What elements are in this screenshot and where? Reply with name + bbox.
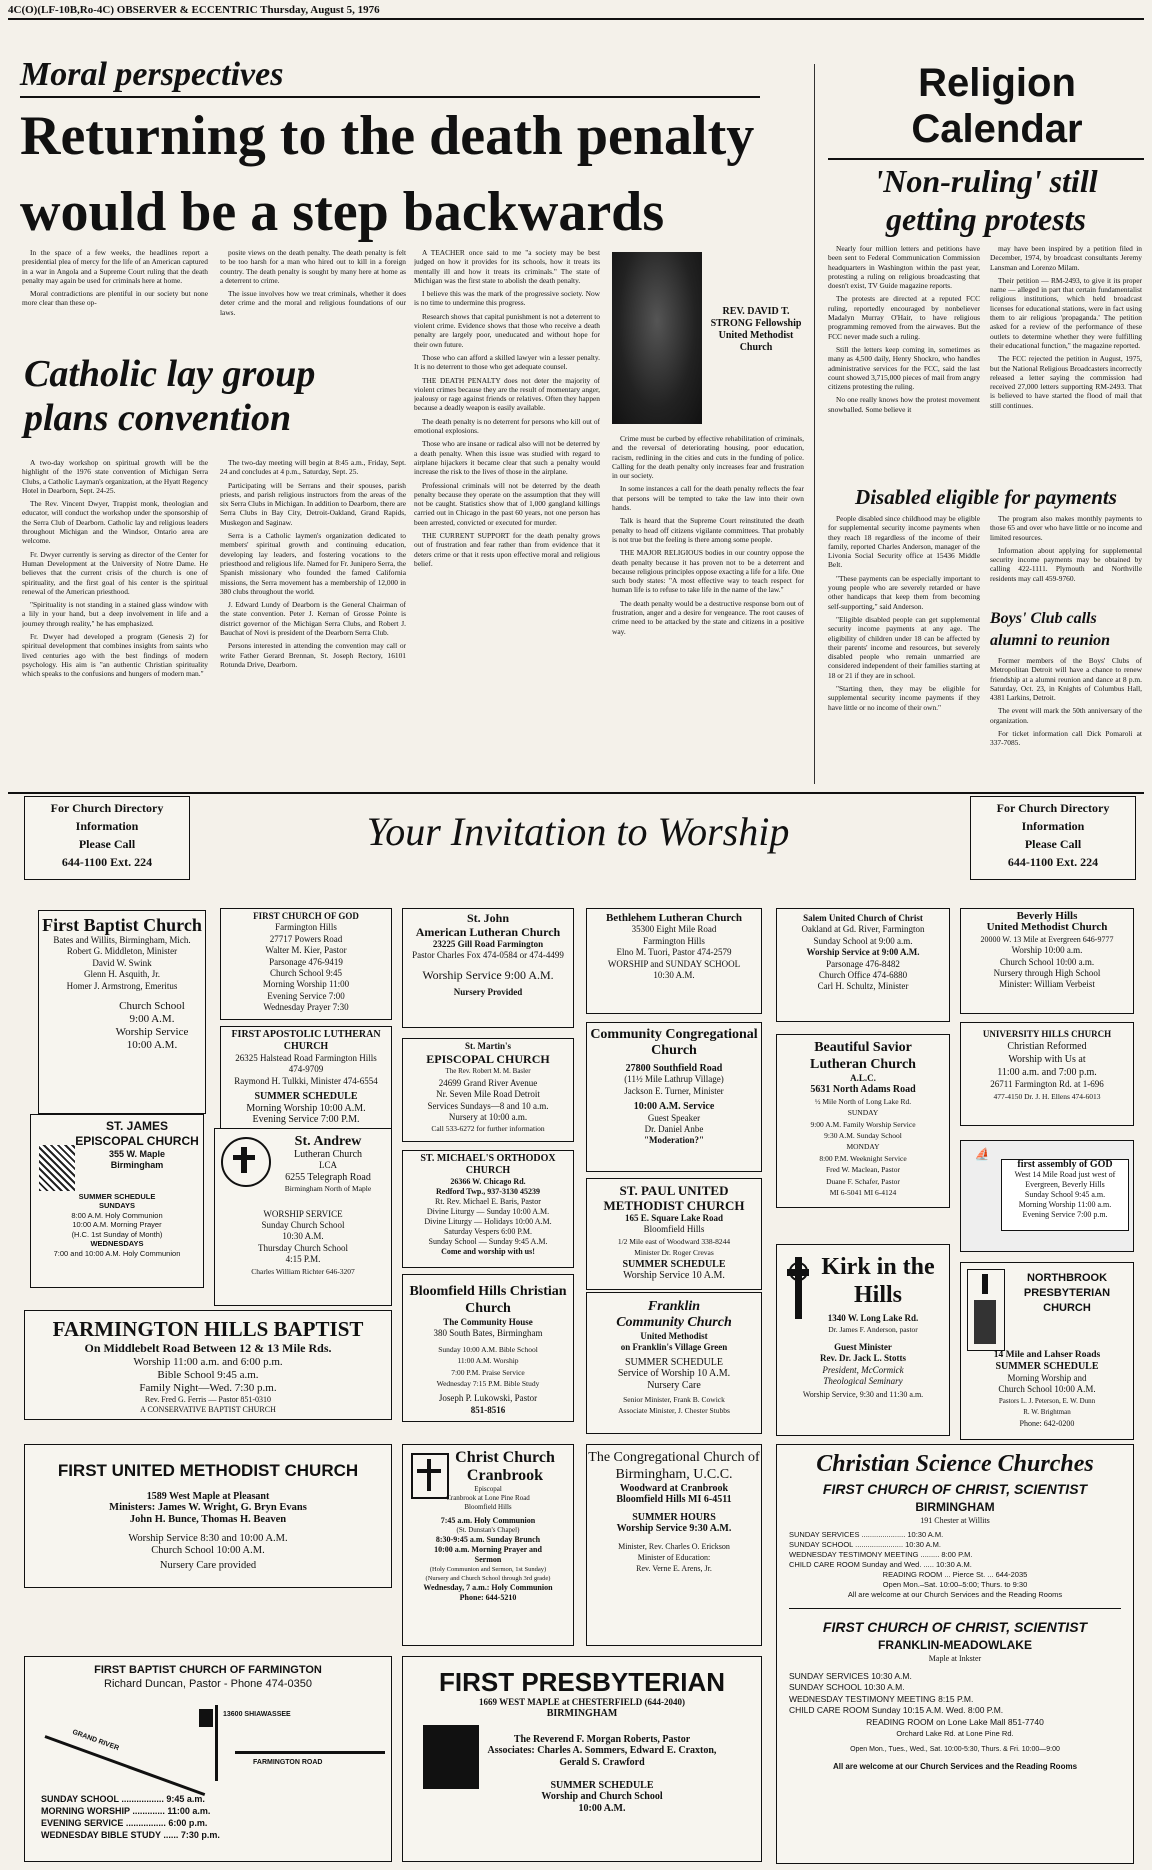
- church-seal-icon: [221, 1137, 271, 1187]
- worship-banner: Your Invitation to Worship: [366, 809, 790, 854]
- ad-beautiful-savior: Beautiful Savior Lutheran Church A.L.C. 5631 North Adams Road ½ Mile North of Long Lake Rd. SUNDAY 9:00 A.M. Family Worship Service 9:30 A.M. Sunday School MONDAY 8:00 P.M. Weeknight Service Fred W. Maclean, Pastor Duane F. Schafer, Pastor MI 6-5041 MI 6-4124: [776, 1034, 950, 1208]
- ad-first-presbyterian: FIRST PRESBYTERIAN 1669 WEST MAPLE at CHESTERFIELD (644-2040) BIRMINGHAM The Reverend F. Morgan Roberts, Pastor Associates: Charles A. Sommers, Edward E. Craxton, Gerald S. Crawford SUMMER SCHEDULE Worship and Church School 10:00 A.M.: [402, 1656, 762, 1862]
- section-divider: [8, 792, 1144, 794]
- ad-st-james-episcopal: ST. JAMES EPISCOPAL CHURCH 355 W. Maple Birmingham SUMMER SCHEDULE SUNDAYS 8:00 A.M. Holy Communion 10:00 A.M. Morning Prayer (H.C. 1st Sunday of Month) WEDNESDAYS 7:00 and 10:00 A.M. Holy Communion: [30, 1114, 204, 1288]
- ad-st-paul-umc: ST. PAUL UNITED METHODIST CHURCH 165 E. Square Lake Road Bloomfield Hills 1/2 Mile east of Woodward 338-8244 Minister Dr. Roger Crevas SUMMER SCHEDULE Worship Service 10 A.M.: [586, 1178, 762, 1290]
- column-rule: [814, 64, 815, 784]
- ad-first-baptist-farmington: FIRST BAPTIST CHURCH OF FARMINGTON Richard Duncan, Pastor - Phone 474-0350 13600 SHIAWASSEE GRAND RIVER FARMINGTON ROAD SUNDAY SCHOOL ................. 9:45 a.m. MORNING WORSHIP ............. 11:00 a.m. EVENING SERVICE ................ 6:00 p.m. WEDNESDAY BIBLE STUDY ...... 7:30 p.m.: [24, 1656, 392, 1862]
- ad-first-united-methodist: FIRST UNITED METHODIST CHURCH 1589 West Maple at Pleasant Ministers: James W. Wright, G. Bryn Evans John H. Bunce, Thomas H. Beaven Worship Service 8:30 and 10:00 A.M. Church School 10:00 A.M. Nursery Care provided: [24, 1444, 392, 1588]
- farmington-road-line: [235, 1751, 385, 1754]
- ad-salem-ucc: Salem United Church of Christ Oakland at Gd. River, Farmington Sunday School at 9:00 a.m. Worship Service at 9:00 A.M. Parsonage 476-8482 Church Office 474-6880 Carl H. Schultz, Minister: [776, 908, 950, 1022]
- celtic-cross-icon: [787, 1257, 809, 1319]
- ad-christ-church-cranbrook: Christ Church Cranbrook Episcopal Cranbrook at Lone Pine Road Bloomfield Hills 7:45 a.m. Holy Communion (St. Dunstan's Chapel) 8:30-9:45 a.m. Sunday Brunch 10:00 a.m. Morning Prayer and Sermon (Holy Communion and Sermon, 1st Sunday) (Nursery and Church School through 3rd grade) Wednesday, 7 a.m.: Holy Communion Phone: 644-5210: [402, 1444, 574, 1646]
- cs-divider: [789, 1608, 1121, 1609]
- ad-first-baptist: First Baptist Church Bates and Willits, Birmingham, Mich. Robert G. Middleton, Minister David W. Swink Glenn H. Asquith, Jr. Homer J. Armstrong, Emeritus Church School 9:00 A.M. Worship Service 10:00 A.M.: [38, 910, 206, 1114]
- ad-northbrook-presbyterian: NORTHBROOK PRESBYTERIAN CHURCH 14 Mile and Lahser Roads SUMMER SCHEDULE Morning Worship and Church School 10:00 A.M. Pastors L. J. Peterson, E. W. Dunn R. W. Brightman Phone: 642-0200: [960, 1262, 1134, 1440]
- story2-col1: People disabled since childhood may be eligible for supplemental security income payments when they reach 18 regardless of the income of their family, reported Charles Anderson, manager of the Livonia Social Security office at 15436 Middle Belt. "These payments can be especially important to young people who are severely retarded or have other handicaps that keep them from becoming self-supporting," said Anderson. "Eligible disabled people can get supplemental security income payments at any age. The eligibility of children under 18 can be affected by their parents' income and resources, but severely disabled people who remain unmarried are considered independent of their families starting at 18 or 21 if they are in school. "Starting then, they may be eligible for supplemental security income payments if they have little or no income of their own.": [828, 514, 980, 712]
- church-location-icon: [199, 1709, 213, 1727]
- assembly-of-god-panel: first assembly of GOD West 14 Mile Road just west of Evergreen, Beverly Hills Sunday School 9:45 a.m. Morning Worship 11:00 a.m. Evening Service 7:00 p.m.: [1001, 1159, 1129, 1231]
- catholic-headline: Catholic lay group plans convention: [24, 353, 316, 439]
- directory-info-left: For Church Directory Information Please Call 644-1100 Ext. 224: [24, 796, 190, 880]
- ad-university-hills: UNIVERSITY HILLS CHURCH Christian Reformed Worship with Us at 11:00 a.m. and 7:00 p.m. 26711 Farmington Rd. at 1-696 477-4150 Dr. J. H. Ellens 474-6013: [960, 1022, 1134, 1126]
- st-james-church-drawing: [39, 1145, 75, 1191]
- ad-st-andrew: St. Andrew Lutheran Church LCA 6255 Telegraph Road Birmingham North of Maple WORSHIP SERVICE Sunday Church School 10:30 A.M. Thursday Church School 4:15 P.M. Charles William Richter 646-3207: [214, 1128, 392, 1306]
- article2-col2: The two-day meeting will begin at 8:45 a.m., Friday, Sept. 24 and concludes at 4 p.m., Saturday, Sept. 25. Participating will be Serrans and their spouses, parish priests, and parish religious instructors from the areas of the six Serra Clubs in Michigan. In addition to Dearborn, there are Serra Clubs in Bay City, Detroit-Oakland, Grand Rapids, Muskegon and Saginaw. Serra is a Catholic laymen's organization dedicated to members' spiritual growth and continuing education, developing lay leaders, and fostering vocations to the priesthood and religious life. Named for Fr. Junipero Serra, the Spanish missionary who founded the famed California missions, the Serra movement has a membership of 12,000 in 380 clubs throughout the world. J. Edward Lundy of Dearborn is the General Chairman of the state convention. Peter J. Kernan of Grosse Pointe is district governor of the Michigan Serra Clubs, and Robert J. Bauchat of Novi is president of the Dearborn Serra Club. Persons interested in attending the convention may call or write Father Gerard Brennan, St. Joseph Rectory, 16101 Rotunda Drive, Dearborn.: [220, 458, 406, 669]
- headline-line-2: would be a step backwards: [20, 181, 665, 243]
- ad-st-michaels-orthodox: ST. MICHAEL'S ORTHODOX CHURCH 26366 W. Chicago Rd. Redford Twp., 937-3130 45239 Rt. Rev. Michael E. Baris, Pastor Divine Liturgy — Sunday 10:00 A.M. Divine Liturgy — Holidays 10:00 A.M. Saturday Vespers 6:00 P.M. Sunday School — Sunday 9:45 A.M. Come and worship with us!: [402, 1150, 574, 1268]
- directory-info-right: For Church Directory Information Please Call 644-1100 Ext. 224: [970, 796, 1136, 880]
- ad-bloomfield-hills-christian: Bloomfield Hills Christian Church The Community House 380 South Bates, Birmingham Sunday 10:00 A.M. Bible School 11:00 A.M. Worship 7:00 P.M. Praise Service Wednesday 7:15 P.M. Bible Study Joseph P. Lukowski, Pastor 851-8516: [402, 1274, 574, 1422]
- article1-col4: Crime must be curbed by effective rehabilitation of criminals, and the reversal of deteriorating housing, poor education, racism, redlining in the cities and cuts in the funding of police. Calling for the death penalty only increases fear and frustration in our society. In some instances a call for the death penalty reflects the fear that persons will be tempted to take the law into their own hands. Talk is heard that the Supreme Court reinstituted the death penalty to head off citizens vigilante committees. That probably is not true but the feeling is there among some people. THE MAJOR RELIGIOUS bodies in our country oppose the death penalty because it has proven not to be a deterrent and because religious principles oppose exacting a life for a life. One such body states: "A most effective way to teach respect for human life is to refuse to take life in the name of the law." The death penalty would be a destructive response born out of frustration, anger and a desire for vengeance. The root causes of crime need to be attacked by the state and citizens in a positive way.: [612, 434, 804, 636]
- article1-col3: A TEACHER once said to me "a society may be best judged on how it provides for its schools, how it treats its mentally ill and how it treats its criminals." The state of Michigan was the first state to abolish the death penalty. I believe this was the mark of the progressive society. Now is no time to undermine this progress. Research shows that capital punishment is not a deterrent to violent crime. Evidence shows that those who receive a death penalty are largely poor, uneducated and without hope for their own future. Those who can afford a skilled lawyer win a lesser penalty. It is no deterrent to those who get adequate counsel. THE DEATH PENALTY does not deter the majority of violent crimes because they are the result of momentary anger, jealousy or rage against friends or relatives. Often they happen because a deadly weapon is easily available. The death penalty is no deterrent for persons who kill out of emotional explosions. Those who are insane or radical also will not be deterred by a death penalty. When this issue was studied with regard to airplane hijackers it became clear that such a penalty would increase the risk to the lives of those in the airplane. Professional criminals will not be deterred by the death penalty because they operate on the assumption that they will not be caught. Statistics show that of 1,000 gangland killings carried out in Chicago in the past 60 years, not one person has been arrested, convicted or executed for murder. THE CURRENT SUPPORT for the death penalty grows out of frustration and fear rather than from evidence that it deters crime or that it rests upon effective moral and religious belief.: [414, 248, 600, 568]
- calendar-rule: [828, 158, 1144, 160]
- headline-line-1: Returning to the death penalty: [20, 105, 755, 167]
- ad-franklin-community: Franklin Community Church United Methodist on Franklin's Village Green SUMMER SCHEDULE Service of Worship 10 A.M. Nursery Care Senior Minister, Frank B. Cowick Associate Minister, J. Chester Stubbs: [586, 1292, 762, 1434]
- ad-st-martins: St. Martin's EPISCOPAL CHURCH The Rev. Robert M. M. Basler 24699 Grand River Avenue Nr. Seven Mile Road Detroit Services Sundays—8 and 10 a.m. Nursery at 10:00 a.m. Call 533-6272 for further information: [402, 1038, 574, 1142]
- photo-caption: REV. DAVID T. STRONG Fellowship United Methodist Church: [710, 306, 802, 353]
- pastor-portrait: [423, 1725, 479, 1789]
- religion-calendar-title: Religion Calendar: [911, 61, 1083, 151]
- northbrook-church-drawing: [967, 1269, 1005, 1351]
- ad-bethlehem-lutheran: Bethlehem Lutheran Church 35300 Eight Mile Road Farmington Hills Elno M. Tuori, Pastor 474-2579 WORSHIP and SUNDAY SCHOOL 10:30 A.M.: [586, 908, 762, 1014]
- story2-headline: Disabled eligible for payments: [855, 485, 1117, 509]
- ad-congregational-birmingham: The Congregational Church of Birmingham, U.C.C. Woodward at Cranbrook Bloomfield Hills MI 6-4511 SUMMER HOURS Worship Service 9:30 A.M. Minister, Rev. Charles O. Erickson Minister of Education: Rev. Verne E. Arens, Jr.: [586, 1444, 762, 1646]
- ad-first-apostolic: FIRST APOSTOLIC LUTHERAN CHURCH 26325 Halstead Road Farmington Hills 474-9709 Raymond H. Tulkki, Minister 474-6554 SUMMER SCHEDULE Morning Worship 10:00 A.M. Evening Service 7:00 P.M.: [220, 1026, 392, 1132]
- article2-col1: A two-day workshop on spiritual growth will be the highlight of the 1976 state convention of Michigan Serra Clubs, a Catholic Layman's organization, at the Hyatt Regency Hotel in Dearborn, Sept. 24-25. The Rev. Vincent Dwyer, Trappist monk, theologian and educator, will conduct the workshop under the sponsorship of the Serra Club of Dearborn. Catholic lay and religious leaders throughout Michigan and the Windsor, Ontario area are welcome. Fr. Dwyer currently is serving as director of the Center for Human Development at the University of Notre Dame. He believes that the current crisis of the church is one of spirituality, and the first goal of his center is the spiritual renewal of the American priesthood. "Spirituality is not standing in a stained glass window with a lily in your hand, but a deep involvement in life and a journey through reality," he has emphasized. Fr. Dwyer had developed a program (Genesis 2) for spiritual development that combines insights from saints who lived centuries ago with the best findings of modern psychology. His aim is "an authentic Christian spirituality which speaks to the confusions and hungers of modern man.": [22, 458, 208, 679]
- ad-st-john: St. John American Lutheran Church 23225 Gill Road Farmington Pastor Charles Fox 474-0584 or 474-4499 Worship Service 9:00 A.M. Nursery Provided: [402, 908, 574, 1028]
- author-photo: [612, 252, 702, 424]
- ad-christian-science: Christian Science Churches FIRST CHURCH OF CHRIST, SCIENTIST BIRMINGHAM 191 Chester at Willits SUNDAY SERVICES ..................... 10:30 A.M. SUNDAY SCHOOL ....................... 10:30 A.M. WEDNESDAY TESTIMONY MEETING ......... 8:00 P.M. CHILD CARE ROOM Sunday and Wed. ..... 10:30 A.M. READING ROOM ... Pierce St. ... 644-2035 Open Mon.–Sat. 10:00–5:00; Thurs. to 9:30 All are welcome at our Church Services and the Reading Rooms FIRST CHURCH OF CHRIST, SCIENTIST FRANKLIN-MEADOWLAKE Maple at Inkster SUNDAY SERVICES 10:30 A.M. SUNDAY SCHOOL 10:30 A.M. WEDNESDAY TESTIMONY MEETING 8:15 P.M. CHILD CARE ROOM Sunday 10:15 A.M. Wed. 8:00 P.M. READING ROOM on Lone Lake Mall 851-7740 Orchard Lake Rd. at Lone Pine Rd. Open Mon., Tues., Wed., Sat. 10:00-5:30, Thurs. & Fri. 10:00—9:00 All are welcome at our Church Services and the Reading Rooms: [776, 1444, 1134, 1864]
- ad-first-assembly-of-god: [960, 1140, 1134, 1252]
- ad-kirk-in-the-hills: Kirk in the Hills 1340 W. Long Lake Rd. Dr. James F. Anderson, pastor Guest Minister Rev. Dr. Jack L. Stotts President, McCormick Theological Seminary Worship Service, 9:30 and 11:30 a.m.: [776, 1244, 950, 1436]
- grand-river-line: [44, 1735, 205, 1796]
- shiawassee-line: [215, 1705, 218, 1781]
- article1-col2: posite views on the death penalty. The death penalty is felt to be too harsh for a man who hired out to kill in a foreign country. The death penalty is sought by many here at home as a deterrent to crime. The issue involves how we treat criminals, whether it does deter crime and the moral and religious foundations of our laws.: [220, 248, 406, 317]
- ad-beverly-hills-umc: Beverly Hills United Methodist Church 20000 W. 13 Mile at Evergreen 646-9777 Worship 10:00 a.m. Church School 10:00 a.m. Nursery through High School Minister: William Verbeist: [960, 908, 1134, 1014]
- story3-headline: Boys' Club calls alumni to reunion: [990, 610, 1111, 649]
- ad-community-congregational: Community Congregational Church 27800 Southfield Road (11½ Mile Lathrup Village) Jackson E. Turner, Minister 10:00 A.M. Service Guest Speaker Dr. Daniel Anbe "Moderation?": [586, 1022, 762, 1172]
- main-headline: [20, 98, 770, 250]
- story3-col: Former members of the Boys' Clubs of Metropolitan Detroit will have a chance to renew friendship at a alumni reunion and dance at 8 p.m. Saturday, Oct. 23, in Knights of Columbus Hall, 4381 Larkins, Detroit. The event will mark the 50th anniversary of the organization. For ticket information call Dick Pomaroli at 337-7085.: [990, 656, 1142, 748]
- story1-col1: Nearly four million letters and petitions have been sent to Federal Communication Commission headquarters in Washington within the past year, protesting a ruling on religious broadcasting that doesn't exist, TV Guide magazine reports. The protests are directed at a reputed FCC ruling, reportedly encouraged by nonbeliever Madalyn Murray O'Hair, to have religious programming removed from the airwaves. But the FCC never made such a ruling. Still the letters keep coming in, sometimes as many as 4,500 daily, Henry Shockro, who handles administrative services for the FCC, said the last count showed 3,715,000 pieces of mail from angry citizens protesting the ruling. No one really knows how the protest movement snowballed. Some believe it: [828, 244, 980, 414]
- section-kicker: Moral perspectives: [20, 56, 284, 93]
- article1-col1: In the space of a few weeks, the headlines report a presidential plea of mercy for the life of an American captured in a war in Angola and a Supreme Court ruling that the death penalty may again be used for criminals here at home. Moral contradictions are plentiful in our society but none more clear than these op-: [22, 248, 208, 308]
- ad-first-church-of-god: FIRST CHURCH OF GOD Farmington Hills 27717 Powers Road Walter M. Kier, Pastor Parsonage 476-9419 Church School 9:45 Morning Worship 11:00 Evening Service 7:00 Wednesday Prayer 7:30: [220, 908, 392, 1020]
- ad-farmington-hills-baptist: FARMINGTON HILLS BAPTIST On Middlebelt Road Between 12 & 13 Mile Rds. Worship 11:00 a.m. and 6:00 p.m. Bible School 9:45 a.m. Family Night—Wed. 7:30 p.m. Rev. Fred G. Ferris — Pastor 851-0310 A CONSERVATIVE BAPTIST CHURCH: [24, 1310, 392, 1420]
- story1-col2: may have been inspired by a petition filed in December, 1974, by broadcast consultants Jeremy Lansman and Lorenzo Milam. Their petition — RM-2493, to give it its proper name — alleged in part that certain fundamentalist religious institutions, which held broadcast licenses for educational stations, were in fact using them to air religious 'propaganda.' The petition asked for a review of the performance of these outlets to determine whether they were fulfilling their educational function," the magazine reported. The FCC rejected the petition in August, 1975, but the National Religious Broadcasters incorrectly released a letter saying the commission had received 27,000 letters supporting RM-2493. That is believed to have started the flood of mail that still continues.: [990, 244, 1142, 410]
- story2-col2: The program also makes monthly payments to those 65 and over who have little or no income and limited resources. Information about applying for supplemental security income payments may be obtained by calling 422-1111. Plymouth and Northville residents may call 459-9760.: [990, 514, 1142, 583]
- cranbrook-crest-icon: [411, 1453, 449, 1499]
- story1-headline: 'Non-ruling' still getting protests: [874, 163, 1098, 237]
- location-map: 13600 SHIAWASSEE GRAND RIVER FARMINGTON ROAD: [25, 1695, 389, 1783]
- masthead: 4C(O)(LF-10B,Ro-4C) OBSERVER & ECCENTRIC Thursday, August 5, 1976: [8, 4, 1144, 20]
- worship-ship-graphic: ⛵: [974, 1147, 990, 1161]
